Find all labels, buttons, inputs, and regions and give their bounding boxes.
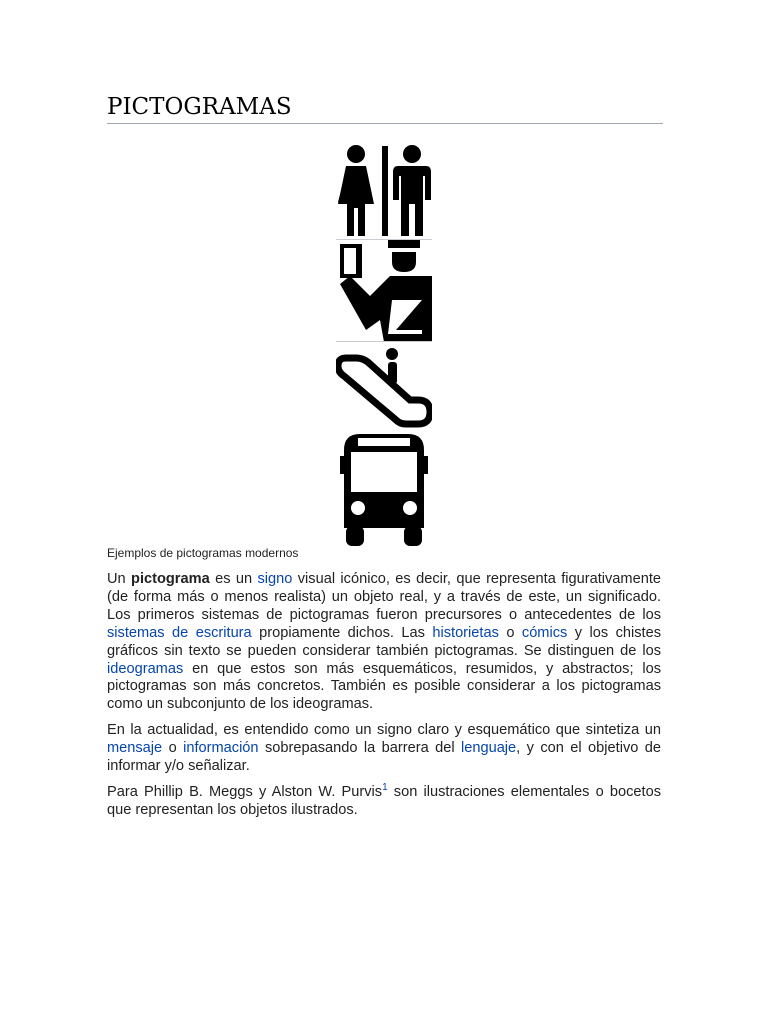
escalator-icon: [336, 348, 432, 428]
article-body: [107, 571, 661, 828]
restroom-icon: [336, 142, 432, 238]
reference-link[interactable]: 1: [382, 782, 388, 794]
figure-caption: Ejemplos de pictogramas modernos: [107, 546, 299, 560]
figure-divider: [336, 341, 432, 342]
term-bold: pictograma: [131, 571, 210, 587]
figure-divider: [336, 239, 432, 240]
link-historietas[interactable]: historietas: [432, 624, 499, 641]
paragraph: Un pictograma es un signo visual icónico, es decir, que representa figurativamente (de forma más o menos realista) un objeto real, y a través de este, un significado. Los primeros sistemas de pictogramas fueron precursores o antecedentes de los sistemas de escritura propiamente dichos. Las historietas o cómics y los chistes gráficos sin texto se pueden considerar también pictogramas. Se distinguen de los ideogramas en que estos son más esquemáticos, resumidos, y abstractos; los pictogramas son más concretos. También es posible considerar a los pictogramas como un subconjunto de los ideogramas.: [107, 571, 662, 713]
page-title: PICTOGRAMAS: [107, 92, 663, 124]
bus-icon: [336, 430, 432, 548]
link-ideogramas[interactable]: ideogramas: [107, 660, 184, 677]
paragraph: En la actualidad, es entendido como un signo claro y esquemático que sintetiza un mensaje o información sobrepasando la barrera del lenguaje, y con el objetivo de informar y/o señalizar.: [107, 722, 661, 775]
paragraph: Para Phillip B. Meggs y Alston W. Purvis$^1$ son ilustraciones elementales o bocetos que representan los objetos ilustrados.: [107, 782, 661, 818]
link-comics[interactable]: cómics: [521, 624, 568, 641]
pictogram-figure: [336, 142, 432, 548]
link-informacion[interactable]: información: [183, 740, 259, 757]
link-signo[interactable]: signo: [257, 571, 293, 587]
immigration-officer-icon: [336, 240, 432, 344]
link-sistemas-de-escritura[interactable]: sistemas de escritura: [107, 624, 252, 641]
link-mensaje[interactable]: mensaje: [107, 740, 163, 757]
link-lenguaje[interactable]: lenguaje: [460, 740, 517, 757]
